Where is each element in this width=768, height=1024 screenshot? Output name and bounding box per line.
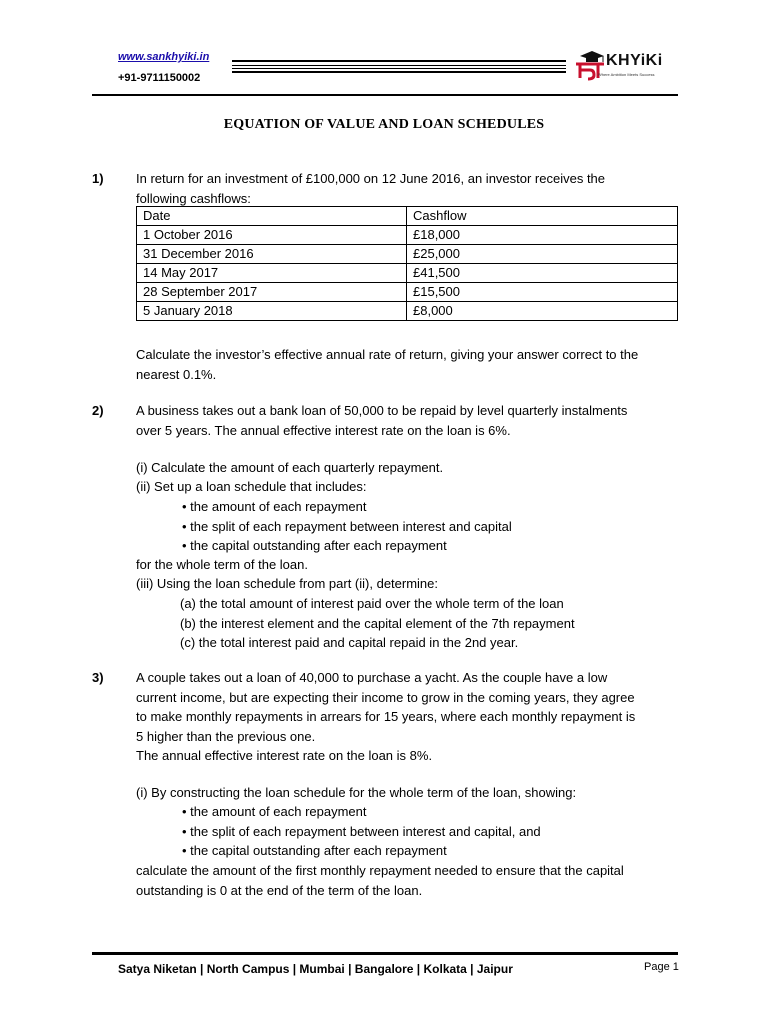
- question-1-number: 1): [92, 171, 104, 186]
- text-line: The annual effective interest rate on the loan is 8%.: [136, 748, 433, 763]
- question-2-whole-term: for the whole term of the loan.: [136, 557, 308, 572]
- text-line: nearest 0.1%.: [136, 366, 217, 382]
- question-2-number: 2): [92, 403, 104, 418]
- page-number: Page 1: [644, 961, 679, 973]
- cashflow-table: [136, 206, 678, 321]
- text-line: over 5 years. The annual effective interest rate on the loan is 6%.: [136, 422, 511, 438]
- table-header-cell: Cashflow: [407, 207, 678, 226]
- table-header-cell: Date: [137, 207, 407, 226]
- question-3-bullets: [182, 802, 541, 861]
- bullet-item: • the amount of each repayment: [182, 804, 367, 819]
- table-cell: £25,000: [407, 245, 678, 264]
- text-line: outstanding is 0 at the end of the term of the loan.: [136, 882, 423, 898]
- question-3-intro: [136, 668, 635, 766]
- header-rule: [92, 94, 678, 96]
- subpart-item: (a) the total amount of interest paid over the whole term of the loan: [180, 596, 564, 611]
- sankhyiki-logo: [572, 48, 680, 82]
- question-1-intro: [136, 169, 605, 208]
- text-line: 5 higher than the previous one.: [136, 728, 316, 744]
- footer-locations: Satya Niketan | North Campus | Mumbai | Bangalore | Kolkata | Jaipur: [118, 962, 513, 976]
- table-cell: 14 May 2017: [137, 264, 407, 283]
- table-cell: £18,000: [407, 226, 678, 245]
- table-header-row: [137, 207, 678, 226]
- table-cell: 31 December 2016: [137, 245, 407, 264]
- text-line: following cashflows:: [136, 190, 251, 206]
- table-row: [137, 283, 678, 302]
- table-cell: 5 January 2018: [137, 302, 407, 321]
- bullet-item: • the split of each repayment between interest and capital: [182, 518, 512, 534]
- table-cell: 1 October 2016: [137, 226, 407, 245]
- question-2-subparts: [180, 594, 575, 653]
- bullet-item: • the split of each repayment between interest and capital, and: [182, 823, 541, 839]
- page-title: EQUATION OF VALUE AND LOAN SCHEDULES: [223, 117, 545, 132]
- text-line: to make monthly repayments in arrears for 15 years, where each monthly repayment is: [136, 709, 636, 724]
- subpart-item: (c) the total interest paid and capital repaid in the 2nd year.: [180, 635, 519, 650]
- table-cell: £8,000: [407, 302, 678, 321]
- table-cell: £15,500: [407, 283, 678, 302]
- website-link[interactable]: www.sankhyiki.in: [118, 51, 210, 63]
- question-2-bullets: [182, 497, 512, 556]
- subpart-item: (b) the interest element and the capital element of the 7th repayment: [180, 615, 575, 631]
- bullet-item: • the amount of each repayment: [182, 499, 367, 514]
- text-line: A couple takes out a loan of 40,000 to purchase a yacht. As the couple have a low: [136, 670, 608, 685]
- logo-text: KHYiKi: [606, 52, 663, 69]
- question-2-part-i: (i) Calculate the amount of each quarterly repayment.: [136, 460, 444, 475]
- question-3-part-i: (i) By constructing the loan schedule for the whole term of the loan, showing:: [136, 785, 577, 800]
- question-2-intro: [136, 401, 627, 440]
- question-1-text: [136, 345, 638, 384]
- table-row: [137, 302, 678, 321]
- question-3-number: 3): [92, 670, 104, 685]
- question-2-part-iii: (iii) Using the loan schedule from part (ii), determine:: [136, 576, 439, 591]
- question-3-closing: [136, 861, 624, 900]
- footer-rule: [92, 952, 678, 955]
- text-line: Calculate the investor’s effective annual rate of return, giving your answer correct to the: [136, 347, 639, 362]
- phone-number: +91-9711150002: [118, 72, 201, 84]
- table-row: [137, 264, 678, 283]
- table-cell: £41,500: [407, 264, 678, 283]
- text-line: In return for an investment of £100,000 on 12 June 2016, an investor receives the: [136, 171, 606, 186]
- text-line: A business takes out a bank loan of 50,000 to be repaid by level quarterly instalments: [136, 403, 628, 418]
- question-2-part-ii: (ii) Set up a loan schedule that includes:: [136, 479, 367, 494]
- header-decorative-lines: [232, 60, 566, 76]
- bullet-item: • the capital outstanding after each repayment: [182, 538, 447, 553]
- text-line: current income, but are expecting their income to grow in the coming years, they agree: [136, 689, 635, 705]
- logo-tagline: Where Ambition Meets Success: [598, 72, 655, 77]
- table-row: [137, 226, 678, 245]
- text-line: calculate the amount of the first monthly repayment needed to ensure that the capital: [136, 863, 624, 878]
- bullet-item: • the capital outstanding after each repayment: [182, 843, 447, 858]
- table-cell: 28 September 2017: [137, 283, 407, 302]
- table-row: [137, 245, 678, 264]
